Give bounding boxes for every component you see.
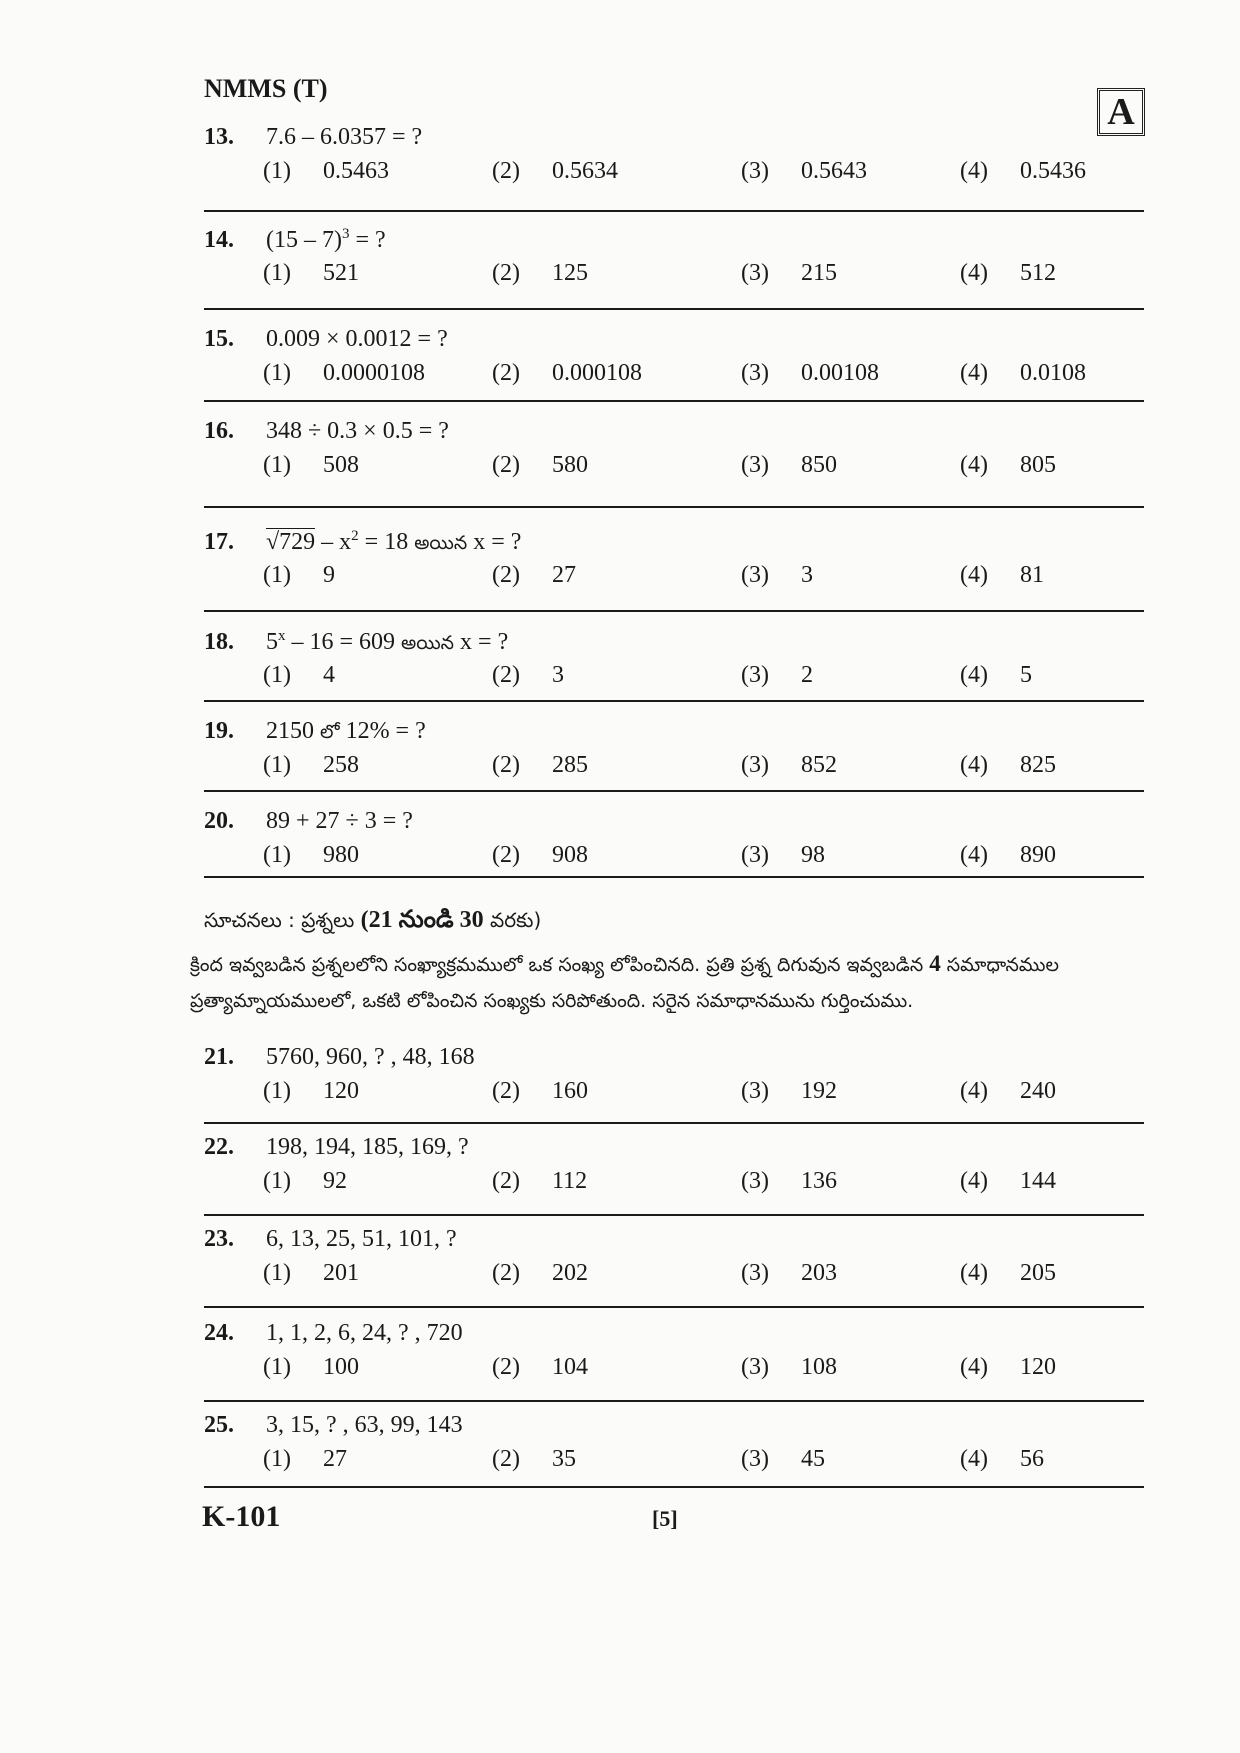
options-row — [204, 452, 1144, 488]
divider — [204, 1306, 1144, 1308]
option-2[interactable]: (2) 125 — [492, 260, 588, 286]
question-text: 2150 లో 12% = ? — [266, 718, 426, 744]
option-1[interactable]: (1) 0.0000108 — [263, 360, 425, 386]
options-row — [204, 1078, 1144, 1114]
divider — [204, 610, 1144, 612]
question-number: 23. — [204, 1226, 234, 1252]
question-text: 6, 13, 25, 51, 101, ? — [266, 1226, 457, 1252]
option-1[interactable]: (1) 508 — [263, 452, 359, 478]
option-2[interactable]: (2) 0.000108 — [492, 360, 642, 386]
option-4[interactable]: (4) 0.0108 — [960, 360, 1086, 386]
option-2[interactable]: (2) 285 — [492, 752, 588, 778]
option-4[interactable]: (4) 512 — [960, 260, 1056, 286]
option-1[interactable]: (1) 120 — [263, 1078, 359, 1104]
question-number: 20. — [204, 808, 234, 834]
option-1[interactable]: (1) 92 — [263, 1168, 347, 1194]
option-4[interactable]: (4) 56 — [960, 1446, 1044, 1472]
option-3[interactable]: (3) 215 — [741, 260, 837, 286]
question-number: 14. — [204, 227, 234, 253]
question-number: 15. — [204, 326, 234, 352]
question-25 — [204, 1412, 1144, 1482]
question-text: 198, 194, 185, 169, ? — [266, 1134, 469, 1160]
divider — [204, 1400, 1144, 1402]
option-1[interactable]: (1) 521 — [263, 260, 359, 286]
option-4[interactable]: (4) 144 — [960, 1168, 1056, 1194]
option-1[interactable]: (1) 9 — [263, 562, 335, 588]
option-3[interactable]: (3) 0.5643 — [741, 158, 867, 184]
option-4[interactable]: (4) 890 — [960, 842, 1056, 868]
question-22 — [204, 1134, 1144, 1204]
option-3[interactable]: (3) 136 — [741, 1168, 837, 1194]
question-text: 89 + 27 ÷ 3 = ? — [266, 808, 413, 834]
option-4[interactable]: (4) 205 — [960, 1260, 1056, 1286]
divider — [204, 876, 1144, 878]
options-row — [204, 752, 1144, 788]
option-2[interactable]: (2) 160 — [492, 1078, 588, 1104]
option-1[interactable]: (1) 4 — [263, 662, 335, 688]
option-2[interactable]: (2) 3 — [492, 662, 564, 688]
option-3[interactable]: (3) 45 — [741, 1446, 825, 1472]
option-1[interactable]: (1) 258 — [263, 752, 359, 778]
question-text: 5$^x$ – 16 = 609 అయిన x = ? — [266, 628, 509, 655]
option-3[interactable]: (3) 0.00108 — [741, 360, 879, 386]
question-text: 7.6 – 6.0357 = ? — [266, 124, 423, 150]
option-4[interactable]: (4) 240 — [960, 1078, 1056, 1104]
option-1[interactable]: (1) 27 — [263, 1446, 347, 1472]
option-2[interactable]: (2) 202 — [492, 1260, 588, 1286]
question-text: $√729 - x^2 = 18$ అయిన x = ? — [266, 528, 522, 555]
exam-code: NMMS (T) — [204, 74, 328, 103]
divider — [204, 790, 1144, 792]
option-4[interactable]: (4) 805 — [960, 452, 1056, 478]
option-1[interactable]: (1) 201 — [263, 1260, 359, 1286]
question-19 — [204, 718, 1144, 788]
instructions-text: క్రింద ఇవ్వబడిన ప్రశ్నలలోని సంఖ్యాక్రమములో ఒక సంఖ్య లోపించినది. ప్రతి ప్రశ్న దిగువున ఇవ్వబడిన 4 సమాధానముల ప్రత్యామ్నాయములలో, ఒకటి లోపించిన సంఖ్యకు సరిపోతుంది. సరైన సమాధానమును గుర్తించుము. — [190, 951, 1059, 1012]
divider — [204, 1122, 1144, 1124]
instructions-title: సూచనలు : ప్రశ్నలు (21 నుండి 30 వరకు) — [204, 907, 542, 933]
option-2[interactable]: (2) 35 — [492, 1446, 576, 1472]
question-text: (15 – 7)$^3$ = ? — [266, 226, 386, 253]
question-text: 0.009 × 0.0012 = ? — [266, 326, 448, 352]
question-text: 5760, 960, ? , 48, 168 — [266, 1044, 475, 1070]
option-3[interactable]: (3) 852 — [741, 752, 837, 778]
option-3[interactable]: (3) 108 — [741, 1354, 837, 1380]
booklet-series-box: A — [1097, 88, 1145, 136]
option-2[interactable]: (2) 104 — [492, 1354, 588, 1380]
divider — [204, 1214, 1144, 1216]
question-number: 17. — [204, 529, 234, 555]
booklet-code: K-101 — [202, 1500, 281, 1533]
option-3[interactable]: (3) 98 — [741, 842, 825, 868]
question-number: 25. — [204, 1412, 234, 1438]
page-number: [5] — [652, 1506, 678, 1531]
question-text: 1, 1, 2, 6, 24, ? , 720 — [266, 1320, 463, 1346]
option-4[interactable]: (4) 825 — [960, 752, 1056, 778]
option-3[interactable]: (3) 2 — [741, 662, 813, 688]
option-3[interactable]: (3) 850 — [741, 452, 837, 478]
question-number: 22. — [204, 1134, 234, 1160]
option-4[interactable]: (4) 81 — [960, 562, 1044, 588]
option-3[interactable]: (3) 3 — [741, 562, 813, 588]
option-1[interactable]: (1) 980 — [263, 842, 359, 868]
question-number: 18. — [204, 629, 234, 655]
options-row — [204, 158, 1144, 194]
options-row — [204, 360, 1144, 396]
option-4[interactable]: (4) 0.5436 — [960, 158, 1086, 184]
options-row — [204, 562, 1144, 598]
question-21 — [204, 1044, 1144, 1114]
options-row — [204, 1446, 1144, 1482]
question-20 — [204, 808, 1144, 878]
question-24 — [204, 1320, 1144, 1390]
divider — [204, 506, 1144, 508]
question-number: 24. — [204, 1320, 234, 1346]
option-4[interactable]: (4) 120 — [960, 1354, 1056, 1380]
option-3[interactable]: (3) 203 — [741, 1260, 837, 1286]
divider — [204, 210, 1144, 212]
options-row — [204, 260, 1144, 296]
question-text: 3, 15, ? , 63, 99, 143 — [266, 1412, 463, 1438]
option-2[interactable]: (2) 908 — [492, 842, 588, 868]
options-row — [204, 1260, 1144, 1296]
option-2[interactable]: (2) 112 — [492, 1168, 588, 1194]
option-2[interactable]: (2) 27 — [492, 562, 576, 588]
option-4[interactable]: (4) 5 — [960, 662, 1032, 688]
question-16 — [204, 418, 1144, 488]
divider — [204, 700, 1144, 702]
option-3[interactable]: (3) 192 — [741, 1078, 837, 1104]
options-row — [204, 1168, 1144, 1204]
option-1[interactable]: (1) 100 — [263, 1354, 359, 1380]
option-1[interactable]: (1) 0.5463 — [263, 158, 389, 184]
question-number: 19. — [204, 718, 234, 744]
question-text: 348 ÷ 0.3 × 0.5 = ? — [266, 418, 449, 444]
question-number: 21. — [204, 1044, 234, 1070]
options-row — [204, 1354, 1144, 1390]
question-14 — [204, 226, 1144, 296]
options-row — [204, 842, 1144, 878]
question-23 — [204, 1226, 1144, 1296]
question-number: 16. — [204, 418, 234, 444]
divider — [204, 308, 1144, 310]
question-number: 13. — [204, 124, 234, 150]
option-2[interactable]: (2) 580 — [492, 452, 588, 478]
question-17 — [204, 528, 1144, 598]
question-15 — [204, 326, 1144, 396]
question-18 — [204, 628, 1144, 698]
question-13 — [204, 124, 1144, 194]
options-row — [204, 662, 1144, 698]
option-2[interactable]: (2) 0.5634 — [492, 158, 618, 184]
divider — [204, 1486, 1144, 1488]
divider — [204, 400, 1144, 402]
